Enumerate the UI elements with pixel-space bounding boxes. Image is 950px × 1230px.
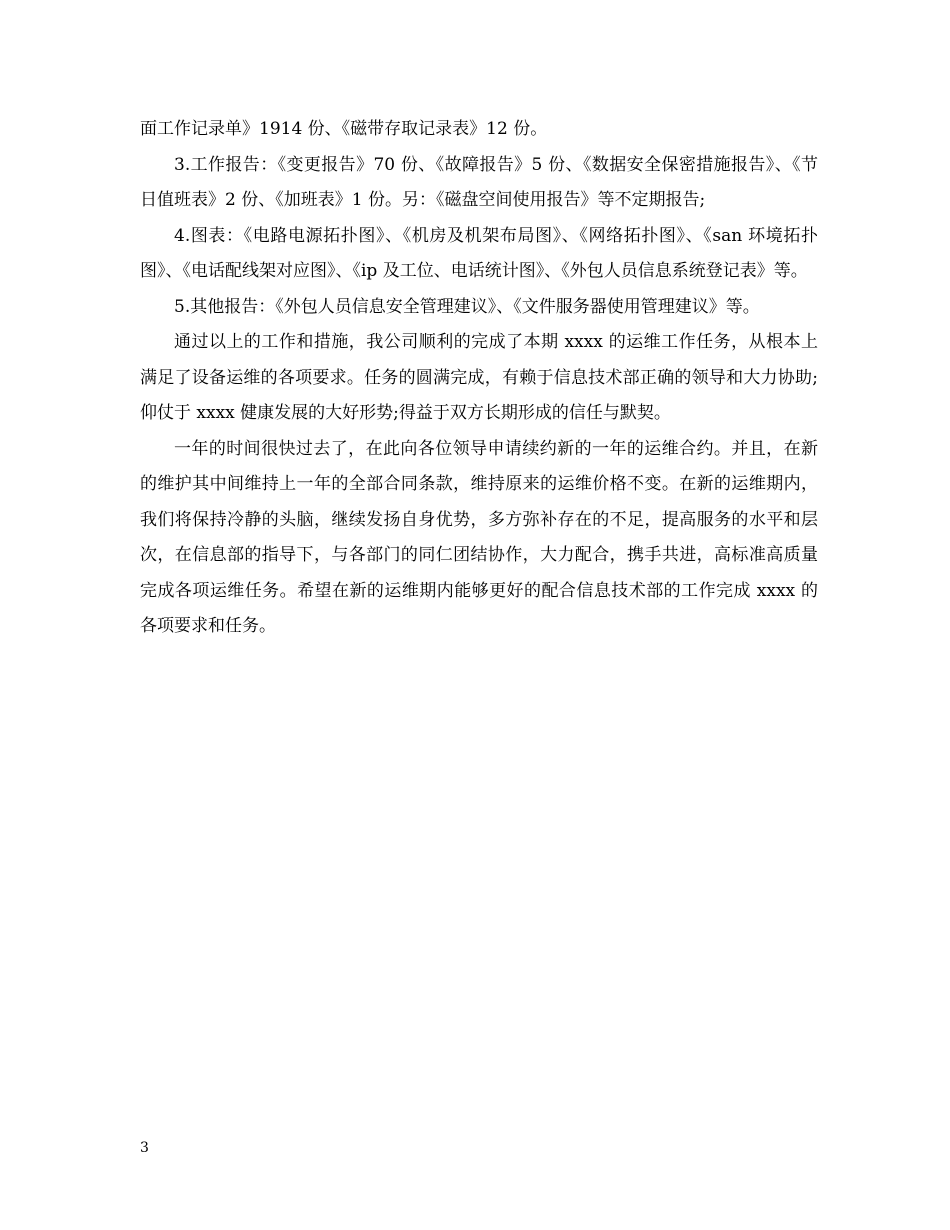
paragraph-other-reports: 5.其他报告：《外包人员信息安全管理建议》、《文件服务器使用管理建议》等。 (174, 296, 760, 317)
paragraph-diagrams: 4.图表：《电路电源拓扑图》、《机房及机架布局图》、《网络拓扑图》、《san 环境拓扑图》、《电话配线架对应图》、《ip 及工位、电话统计图》、《外包人员信息系统登记表》等。 (140, 225, 818, 281)
document-body (140, 112, 818, 645)
page-number: 3 (140, 1140, 149, 1156)
paragraph-work-reports: 3.工作报告：《变更报告》70 份、《故障报告》5 份、《数据安全保密措施报告》、《节日值班表》2 份、《加班表》1 份。另：《磁盘空间使用报告》等不定期报告; (140, 154, 818, 210)
paragraph-summary: 通过以上的工作和措施，我公司顺利的完成了本期 xxxx 的运维工作任务，从根本上满足了设备运维的各项要求。任务的圆满完成，有赖于信息技术部正确的领导和大力协助;仰仗于 xxxx 健康发展的大好形势;得益于双方长期形成的信任与默契。 (140, 332, 818, 423)
paragraph-record-continuation: 面工作记录单》1914 份、《磁带存取记录表》12 份。 (140, 119, 548, 139)
paragraph-renewal-request: 一年的时间很快过去了，在此向各位领导申请续约新的一年的运维合约。并且，在新的维护其中间维持上一年的全部合同条款，维持原来的运维价格不变。在新的运维期内，我们将保持冷静的头脑，继续发扬自身优势，多方弥补存在的不足，提高服务的水平和层次，在信息部的指导下，与各部门的同仁团结协作，大力配合，携手共进，高标准高质量完成各项运维任务。希望在新的运维期内能够更好的配合信息技术部的工作完成 xxxx 的各项要求和任务。 (140, 438, 818, 636)
